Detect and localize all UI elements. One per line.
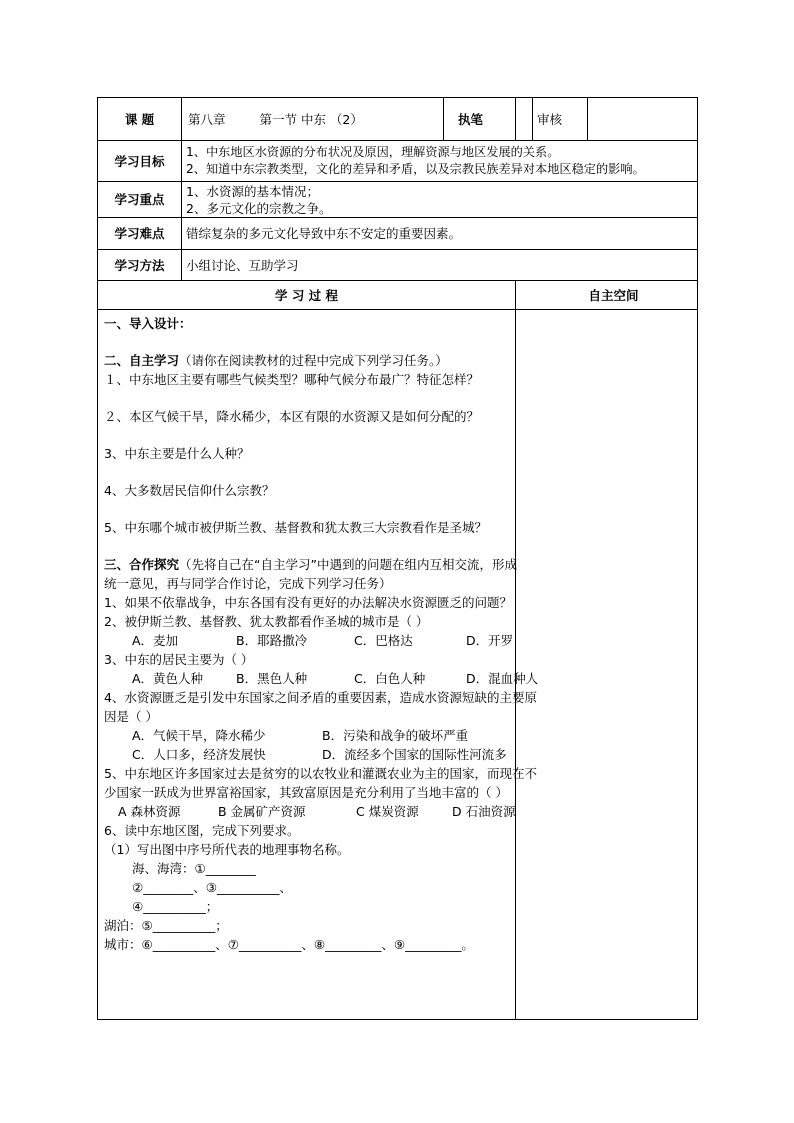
q2-option-d: D．开罗	[466, 633, 514, 648]
coop-question-1: 1、如果不依靠战争，中东各国有没有更好的办法解决水资源匮乏的问题？	[104, 595, 512, 610]
coop-question-2: 2、被伊斯兰教、基督教、犹太教都看作圣城的城市是（ ）	[104, 614, 429, 629]
author-label: 执笔	[444, 98, 516, 141]
coop-question-2-options	[104, 631, 514, 650]
coop-question-4-line-1: 4、水资源匮乏是引发中东国家之间矛盾的重要因素，造成水资源短缺的主要原	[104, 690, 537, 705]
lesson-plan-table	[97, 97, 698, 1020]
author-value	[516, 98, 533, 141]
q5-option-a: A 森林资源	[118, 804, 181, 819]
q5-option-d: D 石油资源	[452, 804, 516, 819]
question-4: 4、大多数居民信仰什么宗教？	[104, 483, 275, 498]
coop-question-5-line-2: 少国家一跃成为世界富裕国家，其致富原因是充分利用了当地丰富的（ ）	[104, 785, 508, 800]
coop-question-3-options	[104, 669, 539, 688]
section-text: 第一节 中东 （2）	[259, 111, 363, 127]
cooperation-note-1: （先将自己在“自主学习”中遇到的问题在组内互相交流，形成	[179, 557, 517, 572]
q3-option-b: B．黑色人种	[236, 671, 308, 686]
q4-option-a: A．气候干旱，降水稀少	[132, 728, 266, 743]
section-cooperation	[104, 555, 517, 574]
focus-label: 学习重点	[98, 182, 182, 218]
method-label: 学习方法	[98, 250, 182, 281]
self-space-title: 自主空间	[516, 281, 698, 310]
coop-question-4-line-2: 因是（ ）	[104, 709, 158, 724]
goals-row	[98, 141, 698, 182]
worksheet	[97, 97, 697, 1020]
coop-question-5-line-1: 5、中东地区许多国家过去是贫穷的以农牧业和灌溉农业为主的国家，而现在不	[104, 766, 537, 781]
coop-question-5-options	[104, 802, 516, 821]
process-header-row	[98, 281, 698, 310]
chapter-text: 第八章	[188, 111, 226, 127]
process-content	[98, 310, 539, 1020]
method-row	[98, 250, 698, 281]
coop-question-6-part-1: （1）写出图中序号所代表的地理事物名称。	[104, 842, 350, 857]
review-cell	[533, 98, 698, 141]
coop-question-6: 6、读中东地区图，完成下列要求。	[104, 823, 300, 838]
title-label: 课 题	[98, 98, 182, 141]
q3-option-c: C．白色人种	[354, 671, 426, 686]
method-text: 小组讨论、互助学习	[182, 250, 698, 281]
q4-option-b: B．污染和战争的破坏严重	[322, 728, 469, 743]
map-seas-line-2: ②________、③__________、	[132, 880, 292, 895]
focus-line-2: 2、多元文化的宗教之争。	[186, 200, 332, 216]
q4-option-d: D．流经多个国家的国际性河流多	[322, 747, 507, 762]
difficulty-row	[98, 218, 698, 250]
question-2: ２、本区气候干旱，降水稀少，本区有限的水资源又是如何分配的？	[104, 409, 480, 424]
map-lake-line: 湖泊：⑤__________；	[104, 918, 228, 933]
header-row	[98, 98, 698, 141]
map-seas-line-3: ④__________；	[132, 899, 219, 914]
cooperation-note-2: 统一意见，再与同学合作讨论，完成下列学习任务）	[104, 576, 392, 591]
coop-question-4-options-1	[104, 726, 509, 745]
goal-line-2: 2、知道中东宗教类型，文化的差异和矛盾，以及宗教民族差异对本地区稳定的影响。	[186, 162, 645, 176]
q3-option-d: D．混血种人	[466, 671, 539, 686]
question-1: １、中东地区主要有哪些气候类型？哪种气候分布最广？特征怎样？	[104, 372, 480, 387]
q2-option-b: B．耶路撒冷	[236, 633, 308, 648]
self-study-note: （请你在阅读教材的过程中完成下列学习任务。）	[179, 353, 448, 368]
question-5: 5、中东哪个城市被伊斯兰教、基督教和犹太教三大宗教看作是圣城？	[104, 520, 487, 535]
q5-option-c: C 煤炭资源	[356, 804, 419, 819]
coop-question-3: 3、中东的居民主要为（ ）	[104, 652, 254, 667]
focus-line-1: 1、水资源的基本情况；	[186, 183, 319, 199]
q5-option-b: B 金属矿产资源	[218, 804, 306, 819]
q3-option-a: A．黄色人种	[132, 671, 204, 686]
map-seas-line-1: 海、海湾：①________	[132, 861, 256, 876]
self-space-area[interactable]	[516, 310, 698, 1020]
map-city-line: 城市：⑥__________、⑦__________、⑧_________、⑨_________。	[104, 937, 474, 952]
focus-content	[182, 182, 698, 218]
self-study-title: 二、自主学习	[104, 353, 180, 368]
cooperation-title: 三、合作探究	[104, 557, 180, 572]
chapter-cell	[182, 98, 444, 141]
section-intro: 一、导入设计：	[104, 316, 192, 331]
question-3: 3、中东主要是什么人种？	[104, 446, 250, 461]
q2-option-a: A．麦加	[132, 633, 179, 648]
difficulty-label: 学习难点	[98, 218, 182, 250]
q2-option-c: C．巴格达	[354, 633, 413, 648]
difficulty-text: 错综复杂的多元文化导致中东不安定的重要因素。	[182, 218, 698, 250]
q4-option-c: C．人口多，经济发展快	[132, 747, 266, 762]
review-value	[588, 98, 698, 140]
section-self-study	[104, 351, 509, 370]
goals-label: 学习目标	[98, 141, 182, 182]
goals-content	[182, 141, 698, 182]
review-label: 审核	[533, 98, 588, 140]
process-title: 学 习 过 程	[98, 281, 516, 310]
process-row	[98, 310, 698, 1020]
focus-row	[98, 182, 698, 218]
coop-question-4-options-2	[104, 745, 509, 764]
goal-line-1: 1、中东地区水资源的分布状况及原因，理解资源与地区发展的关系。	[186, 145, 560, 159]
